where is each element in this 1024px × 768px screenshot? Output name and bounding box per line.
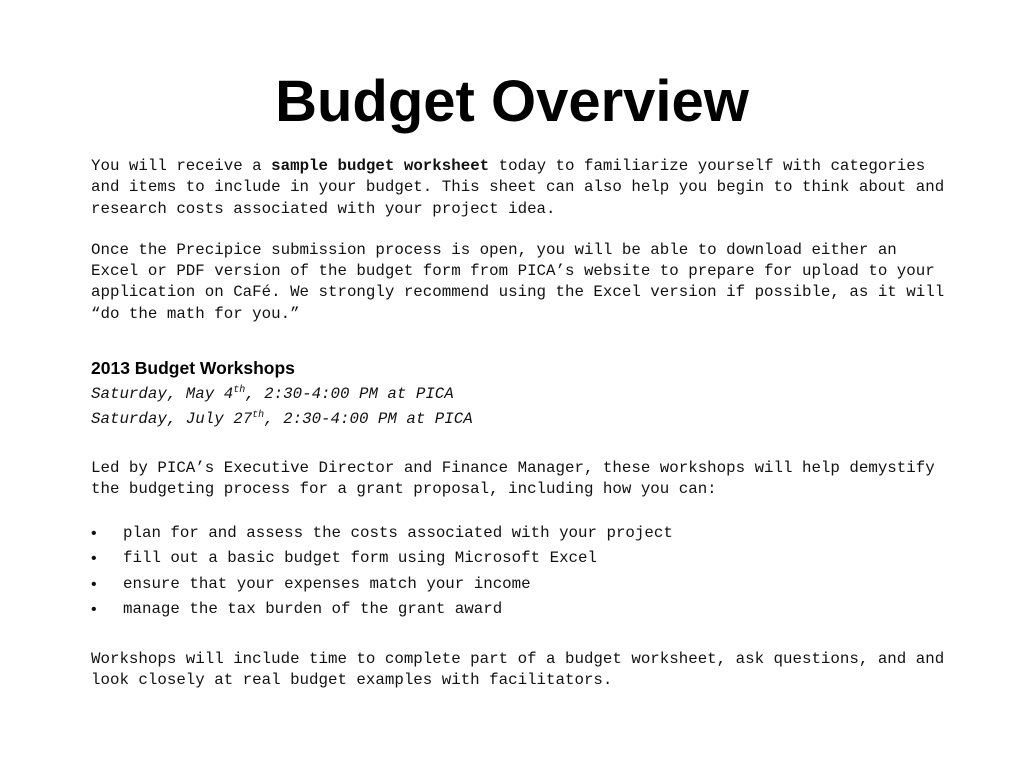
workshop-session xyxy=(91,407,951,432)
session-time-location: , 2:30-4:00 PM at PICA xyxy=(245,385,454,404)
workshop-session xyxy=(91,382,951,407)
list-item-text: fill out a basic budget form using Microsoft Excel xyxy=(123,549,597,568)
list-item xyxy=(91,572,951,598)
list-item-text: ensure that your expenses match your income xyxy=(123,574,531,593)
workshop-topics-list xyxy=(91,521,951,623)
intro-paragraph xyxy=(91,156,951,220)
intro-text-before: You will receive a xyxy=(91,157,272,175)
session-date-suffix: th xyxy=(233,385,246,397)
workshops-heading: 2013 Budget Workshops xyxy=(91,358,295,379)
bullet-icon: • xyxy=(91,601,97,619)
slide-title: Budget Overview xyxy=(275,69,749,134)
submission-paragraph: Once the Precipice submission process is open, you will be able to download either an Excel or PDF version of the budget form from PICA’s website to prepare for upload to your application on CaFé. We strongly recommend using the Excel version if possible, as it will “do the math for you.” xyxy=(91,240,945,323)
workshop-sessions xyxy=(91,382,951,432)
list-item xyxy=(91,597,951,623)
worksheet-emphasis: sample budget worksheet xyxy=(271,157,490,175)
list-item-text: manage the tax burden of the grant award xyxy=(123,600,503,619)
session-date-suffix: th xyxy=(252,410,265,422)
workshop-description-paragraph: Led by PICA’s Executive Director and Finance Manager, these workshops will help demystify the budgeting process for a grant proposal, including how you can: xyxy=(91,459,935,499)
closing-paragraph: Workshops will include time to complete part of a budget worksheet, ask questions, and and look closely at real budget examples with facilitators. xyxy=(91,649,945,689)
intro-text-after: today to familiarize yourself with categories and items to include in your budget. This sheet can also help you begin to think about and research costs associated with your project idea. xyxy=(91,157,945,218)
session-date: Saturday, July 27 xyxy=(91,410,253,429)
session-date: Saturday, May 4 xyxy=(91,385,234,404)
bullet-icon: • xyxy=(91,575,97,593)
session-time-location: , 2:30-4:00 PM at PICA xyxy=(264,410,473,429)
slide-body xyxy=(91,156,951,691)
bullet-icon: • xyxy=(91,524,97,542)
list-item xyxy=(91,546,951,572)
list-item-text: plan for and assess the costs associated with your project xyxy=(123,523,673,542)
bullet-icon: • xyxy=(91,550,97,568)
list-item xyxy=(91,521,951,547)
